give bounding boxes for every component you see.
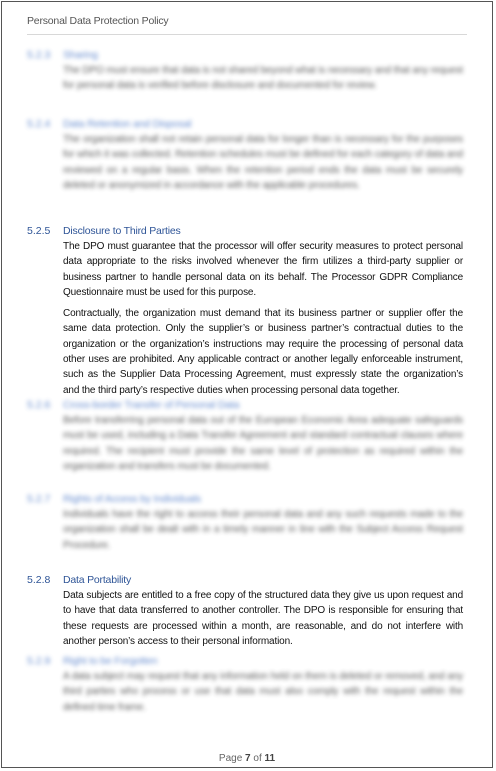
section-paragraph: A data subject may request that any information held on them is deleted or removed, and any third parties who process or use that data must also comply with the request within the defined time frame. bbox=[63, 671, 463, 713]
section-number: 5.2.9 bbox=[27, 655, 51, 667]
section-paragraph: The organization shall not retain personal data for longer than is necessary for the purposes for which it was collected. Retention schedules must be defined for each category of data and reviewed on a regular basis. When the retention period ends the data must be securely deleted or anonymized in accordance with the applicable procedures. bbox=[63, 134, 463, 191]
section-blurred bbox=[27, 655, 463, 715]
section-paragraph: Individuals have the right to access their personal data and any such requests made to the organization shall be dealt with in a timely manner in line with the Subject Access Request Procedure. bbox=[63, 509, 463, 551]
section-blurred bbox=[27, 49, 463, 94]
section-disclosure-third-parties bbox=[27, 225, 463, 398]
section-data-portability bbox=[27, 574, 463, 649]
section-title: Rights of Access by Individuals bbox=[63, 493, 201, 505]
page-of-label: of bbox=[253, 753, 262, 764]
section-paragraph: The DPO must ensure that data is not shared beyond what is necessary and that any request for personal data is verified before disclosure and documented for review. bbox=[63, 65, 463, 92]
current-page-number: 7 bbox=[245, 753, 251, 764]
section-blurred bbox=[27, 118, 463, 193]
section-blurred bbox=[27, 493, 463, 553]
section-blurred bbox=[27, 399, 463, 474]
document-page bbox=[1, 1, 493, 768]
section-number: 5.2.8 bbox=[27, 574, 51, 586]
section-number: 5.2.6 bbox=[27, 399, 51, 411]
section-paragraph: The DPO must guarantee that the processor will offer security measures to protect personal data appropriate to the risks involved whenever the firm utilizes a third-party supplier or business partner to handle personal data on its behalf. The Processor GDPR Compliance Questionnaire must be used for this purpose. bbox=[63, 241, 463, 298]
section-number: 5.2.5 bbox=[27, 225, 51, 237]
section-paragraph: Before transferring personal data out of the European Economic Area adequate safeguards must be used, including a Data Transfer Agreement and standard contractual clauses where required. The recipient must provide the same level of protection as required within the organization and transfers must be documented. bbox=[63, 415, 463, 472]
section-title: Right to be Forgotten bbox=[63, 655, 158, 667]
section-title: Cross-border Transfer of Personal Data bbox=[63, 399, 240, 411]
page-header: Personal Data Protection Policy bbox=[27, 15, 169, 27]
section-title: Data Retention and Disposal bbox=[63, 118, 192, 130]
section-paragraph: Data subjects are entitled to a free copy of the structured data they give us upon request and to have that data transferred to another controller. The DPO is responsible for ensuring that these requests are processed within a month, are reasonable, and do not interfere with another person’s access to their personal information. bbox=[63, 590, 463, 647]
section-title: Disclosure to Third Parties bbox=[63, 225, 181, 237]
section-paragraph: Contractually, the organization must demand that its business partner or supplier offer the same data protection. Only the supplier’s or business partner’s contractual duties to the organization or the organization’s instructions may require the processing of personal data other uses are prohibited. Any applicable contract or another legally enforceable instrument, such as the Supplier Data Processing Agreement, must expressly state the organization’s and the third party’s respective duties when processing personal data together. bbox=[63, 308, 463, 396]
page-footer bbox=[2, 753, 492, 764]
section-title: Sharing bbox=[63, 49, 98, 61]
section-number: 5.2.7 bbox=[27, 493, 51, 505]
section-number: 5.2.3 bbox=[27, 49, 51, 61]
section-title: Data Portability bbox=[63, 574, 131, 586]
section-number: 5.2.4 bbox=[27, 118, 51, 130]
total-page-count: 11 bbox=[264, 753, 276, 764]
page-label: Page bbox=[218, 753, 243, 764]
header-divider bbox=[27, 34, 467, 35]
